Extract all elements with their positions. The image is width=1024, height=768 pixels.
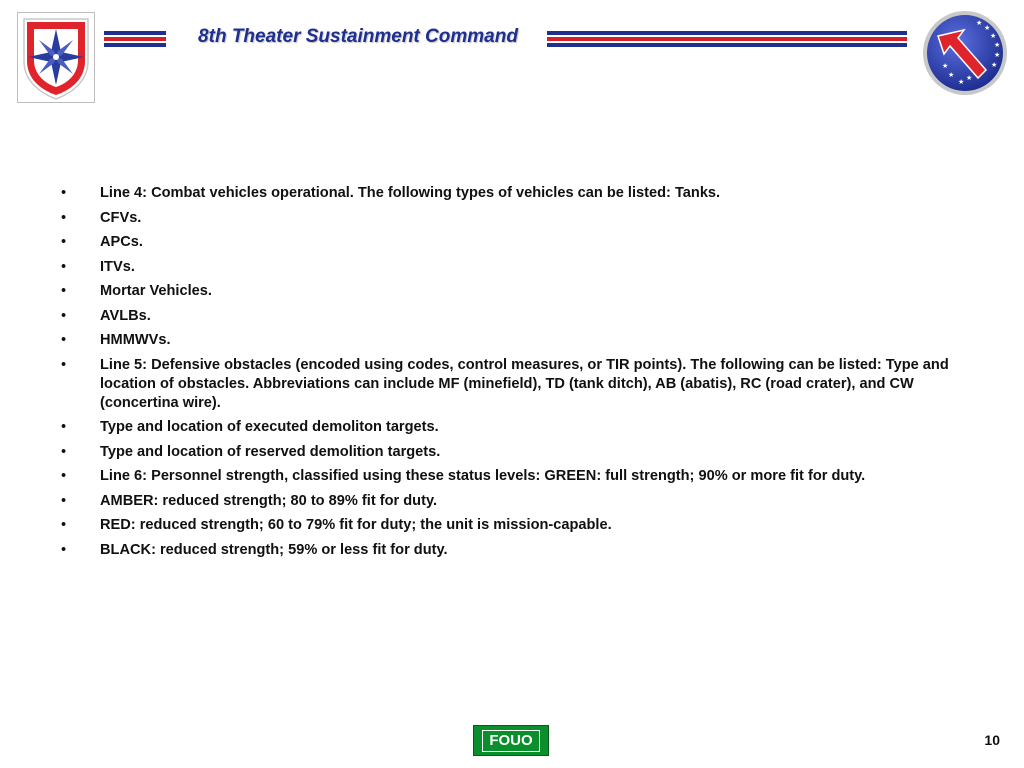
list-item: [58, 418, 978, 437]
svg-text:★: ★: [990, 32, 997, 40]
list-item-text: Type and location of executed demoliton targets.: [100, 419, 439, 435]
list-item-text: BLACK: reduced strength; 59% or less fit for duty.: [100, 541, 448, 558]
bullet-marker: •: [61, 468, 67, 484]
list-item-text: HMMWVs.: [100, 332, 171, 348]
list-item-text: Line 4: Combat vehicles operational. The following types of vehicles can be listed: Tanks.: [100, 185, 721, 201]
bullet-marker: •: [61, 185, 67, 201]
svg-text:★: ★: [958, 78, 965, 86]
bullet-marker: •: [61, 492, 67, 509]
list-item-text: AVLBs.: [100, 307, 151, 324]
bullet-marker: •: [61, 419, 67, 435]
list-item-text: RED: reduced strength; 60 to 79% fit for duty; the unit is mission-capable.: [100, 517, 612, 533]
header-title: 8th Theater Sustainment Command: [198, 26, 518, 47]
list-item: [58, 307, 978, 326]
svg-text:★: ★: [976, 19, 983, 27]
list-item-text: AMBER: reduced strength; 80 to 89% fit for duty.: [100, 492, 438, 509]
classification-badge: [473, 725, 549, 756]
svg-text:★: ★: [994, 51, 1001, 59]
compass-star-shield-icon: [18, 13, 94, 102]
list-item: [58, 467, 978, 486]
list-item: [58, 443, 978, 462]
list-item-text: Type and location of reserved demolition targets.: [100, 443, 441, 460]
list-item: [58, 233, 978, 252]
list-item-text: APCs.: [100, 234, 143, 250]
command-circle-emblem: [920, 10, 1010, 98]
list-item-text: ITVs.: [100, 258, 135, 275]
list-item-text: Mortar Vehicles.: [100, 283, 212, 299]
svg-text:★: ★: [942, 62, 949, 70]
svg-text:★: ★: [948, 71, 955, 79]
bullet-marker: •: [61, 258, 67, 275]
bullet-marker: •: [61, 443, 67, 460]
list-item: [58, 282, 978, 301]
bullet-marker: •: [61, 541, 67, 558]
svg-text:★: ★: [966, 74, 973, 82]
list-item-text: CFVs.: [100, 209, 142, 226]
classification-label: FOUO: [482, 730, 539, 752]
bullet-marker: •: [61, 307, 67, 324]
list-item-text: Line 6: Personnel strength, classified using these status levels: GREEN: full strength; 90% or more fit for duty.: [100, 468, 866, 484]
bullet-marker: •: [61, 234, 67, 250]
bullet-marker: •: [61, 517, 67, 533]
bullet-marker: •: [61, 332, 67, 348]
list-item: [58, 258, 978, 277]
header-stripe-left: [104, 31, 166, 47]
bullet-marker: •: [61, 356, 67, 373]
list-item: [58, 184, 978, 203]
list-item: [58, 331, 978, 350]
list-item-text: Line 5: Defensive obstacles (encoded using codes, control measures, or TIR points). The following can be listed: Type and location of obstacles. Abbreviations can include MF (minefield), TD (tank ditch), AB (abatis), RC (road crater), and CW (concertina wire).: [100, 356, 949, 411]
red-arrow-star-circle-icon: [920, 10, 1010, 98]
header-stripe-right: [547, 31, 907, 47]
bullet-marker: •: [61, 283, 67, 299]
svg-text:★: ★: [984, 24, 991, 32]
svg-text:★: ★: [991, 61, 998, 69]
list-item: [58, 541, 978, 560]
bullet-list: [58, 184, 978, 565]
list-item: [58, 492, 978, 511]
svg-text:★: ★: [994, 41, 1001, 49]
unit-shield-emblem: [17, 12, 95, 103]
list-item: [58, 209, 978, 228]
page-number: 10: [984, 732, 1000, 748]
list-item: [58, 356, 978, 413]
bullet-marker: •: [61, 209, 67, 226]
list-item: [58, 516, 978, 535]
